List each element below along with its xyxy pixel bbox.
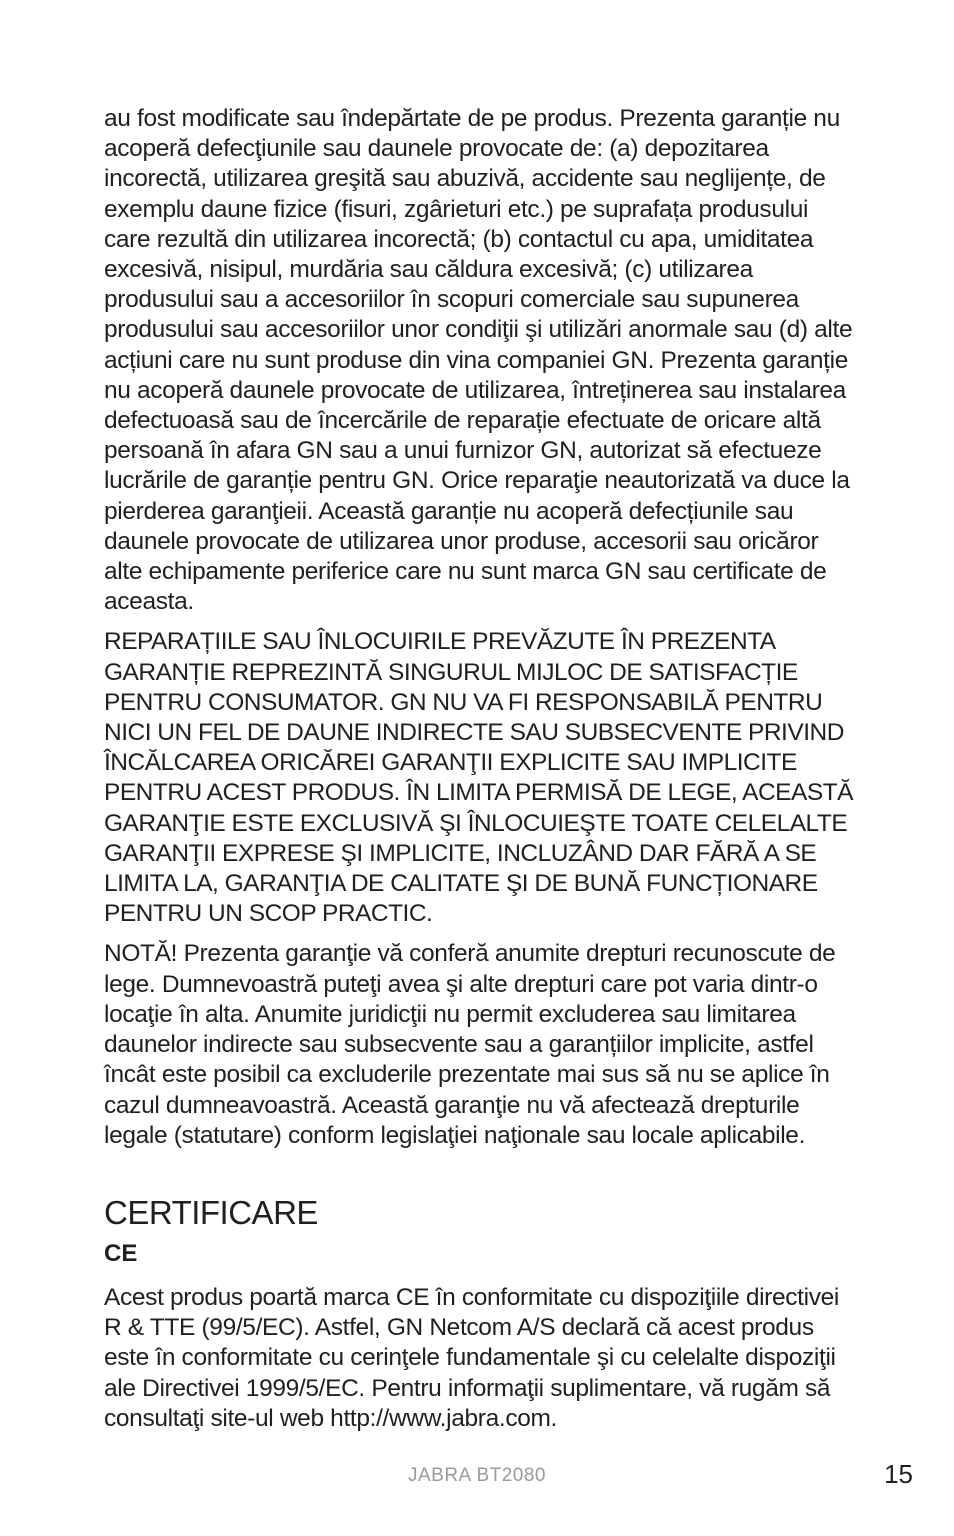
warranty-paragraph-liability: REPARAȚIILE SAU ÎNLOCUIRILE PREVĂZUTE ÎN PREZENTA GARANȚIE REPREZINTĂ SINGURUL MIJLOC DE SATISFACȚIE PENTRU CONSUMATOR. GN NU VA FI RESPONSABILĂ PENTRU NICI UN FEL DE DAUNE INDIRECTE SAU SUBSECVENTE PRIVIND ÎNCĂLCAREA ORICĂREI GARANŢII EXPLICITE SAU IMPLICITE PENTRU ACEST PRODUS. ÎN LIMITA PERMISĂ DE LEGE, ACEASTĂ GARANŢIE ESTE EXCLUSIVĂ ŞI ÎNLOCUIEŞTE TOATE CELELALTE GARANŢII EXPRESE ŞI IMPLICITE, INCLUZÂND DAR FĂRĂ A SE LIMITA LA, GARANŢIA DE CALITATE ŞI DE BUNĂ FUNCȚIONARE PENTRU UN SCOP PRACTIC. xyxy=(104,628,853,928)
page-content xyxy=(104,104,854,1444)
certification-heading: CERTIFICARE xyxy=(104,1193,318,1231)
warranty-paragraph-exclusions: au fost modificate sau îndepărtate de pe produs. Prezenta garanție nu acoperă defecţiunile sau daunele provocate de: (a) depozitarea incorectă, utilizarea greşită sau abuzivă, accidente sau neglijențe, de exemplu daune fizice (fisuri, zgârieturi etc.) pe suprafața produsului care rezultă din utilizarea incorectă; (b) contactul cu apa, umiditatea excesivă, nisipul, murdăria sau căldura excesivă; (c) utilizarea produsului sau a accesoriilor în scopuri comerciale sau supunerea produsului sau accesoriilor unor condiţii şi utilizări anormale sau (d) alte acțiuni care nu sunt produse din vina companiei GN. Prezenta garanție nu acoperă daunele provocate de utilizarea, întreținerea sau instalarea defectuoasă sau de încercările de reparație efectuate de oricare altă persoană în afara GN sau a unui furnizor GN, autorizat să efectueze lucrările de garanție pentru GN. Orice reparaţie neautorizată va duce la pierderea garanţieii. Această garanție nu acoperă defecțiunile sau daunele provocate de utilizarea unor produse, accesorii sau oricăror alte echipamente periferice care nu sunt marca GN sau certificate de aceasta. xyxy=(104,105,853,616)
page-number: 15 xyxy=(884,1459,913,1489)
ce-paragraph: Acest produs poartă marca CE în conformitate cu dispoziţiile directivei R & TTE (99/5/EC). Astfel, GN Netcom A/S declară că acest produs este în conformitate cu cerinţele fundamentale şi cu celelalte dispoziţii ale Directivei 1999/5/EC. Pentru informaţii suplimentare, vă rugăm să consultaţi site-ul web http://www.jabra.com. xyxy=(104,1283,839,1432)
ce-subheading: CE xyxy=(104,1239,138,1267)
warranty-paragraph-note: NOTĂ! Prezenta garanţie vă conferă anumite drepturi recunoscute de lege. Dumnevoastră puteţi avea şi alte drepturi care pot varia dintr-o locaţie în alta. Anumite juridicţii nu permit excluderea sau limitarea daunelor indirecte sau subsecvente sau a garanțiilor implicite, astfel încât este posibil ca excluderile prezentate mai sus să nu se aplice în cazul dumneavoastră. Această garanţie nu vă afectează drepturile legale (statutare) conform legislaţiei naţionale sau locale aplicabile. xyxy=(104,940,836,1149)
footer-product-name: JABRA BT2080 xyxy=(407,1465,547,1486)
